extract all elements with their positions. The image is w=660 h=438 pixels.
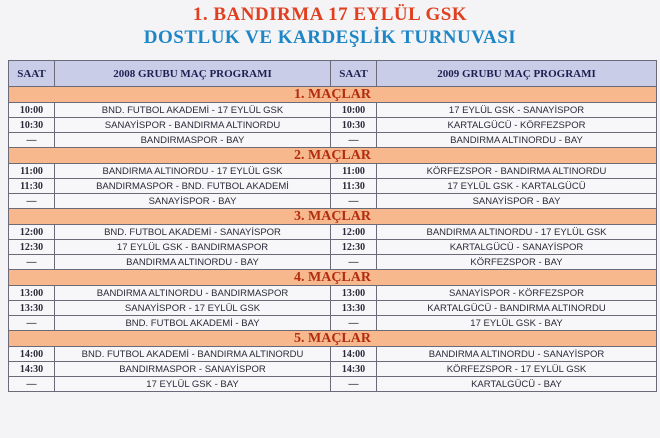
match-2008-cell: BND. FUTBOL AKADEMİ - 17 EYLÜL GSK [55, 103, 331, 118]
time-2009-cell: 10:00 [331, 103, 377, 118]
match-2008-cell: BND. FUTBOL AKADEMİ - SANAYİSPOR [55, 225, 331, 240]
tournament-title: 1. BANDIRMA 17 EYLÜL GSK [192, 4, 468, 25]
time-2008-cell: 14:30 [9, 362, 55, 377]
table-row [9, 103, 657, 118]
match-2009-cell: SANAYİSPOR - KÖRFEZSPOR [377, 286, 657, 301]
table-header-row [9, 61, 657, 87]
time-2009-cell: 12:00 [331, 225, 377, 240]
table-row [9, 240, 657, 255]
time-2008-cell: 14:00 [9, 347, 55, 362]
time-2009-cell: 13:30 [331, 301, 377, 316]
match-2009-cell: KÖRFEZSPOR - BANDIRMA ALTINORDU [377, 164, 657, 179]
time-2009-cell: 11:00 [331, 164, 377, 179]
match-2009-cell: BANDIRMA ALTINORDU - BAY [377, 133, 657, 148]
time-2008-cell: 10:30 [9, 118, 55, 133]
match-schedule-table [8, 60, 657, 392]
time-2009-cell: 14:00 [331, 347, 377, 362]
match-2008-cell: BANDIRMA ALTINORDU - BAY [55, 255, 331, 270]
table-row [9, 347, 657, 362]
match-2008-cell: BANDIRMA ALTINORDU - 17 EYLÜL GSK [55, 164, 331, 179]
round-label: 4. MAÇLAR [9, 270, 657, 286]
schedule-body [9, 87, 657, 392]
header-time-2009: SAAT [331, 61, 377, 87]
time-2009-cell: 14:30 [331, 362, 377, 377]
match-2009-cell: KARTALGÜCÜ - SANAYİSPOR [377, 240, 657, 255]
time-2008-cell: 11:00 [9, 164, 55, 179]
round-header-row [9, 148, 657, 164]
tournament-subtitle: DOSTLUK VE KARDEŞLİK TURNUVASI [143, 27, 517, 48]
match-2008-cell: BANDIRMASPOR - BAY [55, 133, 331, 148]
header-program-2009: 2009 GRUBU MAÇ PROGRAMI [377, 61, 657, 87]
match-2008-cell: SANAYİSPOR - BANDIRMA ALTINORDU [55, 118, 331, 133]
match-2008-cell: BND. FUTBOL AKADEMİ - BANDIRMA ALTINORDU [55, 347, 331, 362]
time-2008-cell: 12:30 [9, 240, 55, 255]
round-header-row [9, 209, 657, 225]
time-2009-cell: 11:30 [331, 179, 377, 194]
match-2008-cell: 17 EYLÜL GSK - BAY [55, 377, 331, 392]
table-row [9, 301, 657, 316]
match-2009-cell: KÖRFEZSPOR - 17 EYLÜL GSK [377, 362, 657, 377]
match-2008-cell: SANAYİSPOR - 17 EYLÜL GSK [55, 301, 331, 316]
time-2009-cell: 13:00 [331, 286, 377, 301]
time-2008-cell: 13:30 [9, 301, 55, 316]
header-time-2008: SAAT [9, 61, 55, 87]
match-2009-cell: SANAYİSPOR - BAY [377, 194, 657, 209]
match-2008-cell: BANDIRMASPOR - SANAYİSPOR [55, 362, 331, 377]
time-2008-cell: — [9, 316, 55, 331]
time-2008-cell: — [9, 194, 55, 209]
time-2008-cell: — [9, 255, 55, 270]
table-row [9, 194, 657, 209]
match-2008-cell: SANAYİSPOR - BAY [55, 194, 331, 209]
round-label: 2. MAÇLAR [9, 148, 657, 164]
table-row [9, 164, 657, 179]
match-2008-cell: BANDIRMASPOR - BND. FUTBOL AKADEMİ [55, 179, 331, 194]
table-row [9, 179, 657, 194]
table-row [9, 133, 657, 148]
match-2009-cell: 17 EYLÜL GSK - SANAYİSPOR [377, 103, 657, 118]
time-2008-cell: 10:00 [9, 103, 55, 118]
table-row [9, 362, 657, 377]
table-row [9, 316, 657, 331]
time-2008-cell: 13:00 [9, 286, 55, 301]
round-label: 3. MAÇLAR [9, 209, 657, 225]
time-2008-cell: 11:30 [9, 179, 55, 194]
table-row [9, 255, 657, 270]
match-2009-cell: 17 EYLÜL GSK - KARTALGÜCÜ [377, 179, 657, 194]
time-2009-cell: — [331, 194, 377, 209]
table-row [9, 377, 657, 392]
round-label: 5. MAÇLAR [9, 331, 657, 347]
time-2009-cell: — [331, 255, 377, 270]
match-2009-cell: KARTALGÜCÜ - BAY [377, 377, 657, 392]
match-2009-cell: 17 EYLÜL GSK - BAY [377, 316, 657, 331]
time-2009-cell: 12:30 [331, 240, 377, 255]
time-2008-cell: — [9, 133, 55, 148]
match-2009-cell: BANDIRMA ALTINORDU - 17 EYLÜL GSK [377, 225, 657, 240]
header-program-2008: 2008 GRUBU MAÇ PROGRAMI [55, 61, 331, 87]
round-header-row [9, 331, 657, 347]
round-header-row [9, 270, 657, 286]
match-2009-cell: BANDIRMA ALTINORDU - SANAYİSPOR [377, 347, 657, 362]
round-label: 1. MAÇLAR [9, 87, 657, 103]
time-2009-cell: 10:30 [331, 118, 377, 133]
time-2009-cell: — [331, 316, 377, 331]
time-2009-cell: — [331, 133, 377, 148]
table-row [9, 286, 657, 301]
round-header-row [9, 87, 657, 103]
table-row [9, 225, 657, 240]
time-2009-cell: — [331, 377, 377, 392]
time-2008-cell: 12:00 [9, 225, 55, 240]
match-2008-cell: BANDIRMA ALTINORDU - BANDIRMASPOR [55, 286, 331, 301]
match-2009-cell: KARTALGÜCÜ - BANDIRMA ALTINORDU [377, 301, 657, 316]
match-2009-cell: KARTALGÜCÜ - KÖRFEZSPOR [377, 118, 657, 133]
match-2009-cell: KÖRFEZSPOR - BAY [377, 255, 657, 270]
match-2008-cell: BND. FUTBOL AKADEMİ - BAY [55, 316, 331, 331]
match-2008-cell: 17 EYLÜL GSK - BANDIRMASPOR [55, 240, 331, 255]
table-row [9, 118, 657, 133]
time-2008-cell: — [9, 377, 55, 392]
